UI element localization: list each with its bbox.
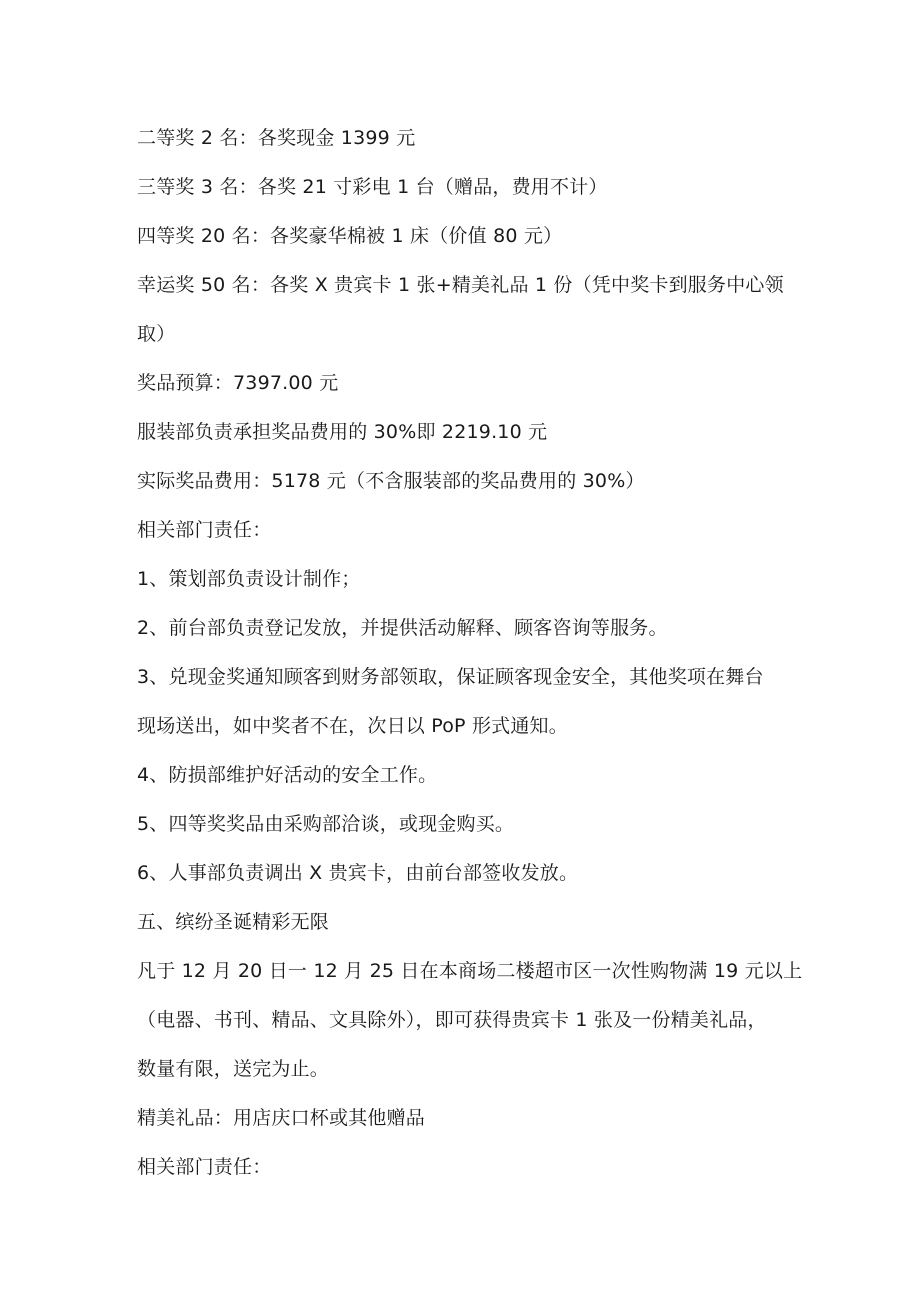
text-line-duty-6: 6、人事部负责调出 X 贵宾卡，由前台部签收发放。	[137, 862, 579, 884]
text-line-promo-end: 数量有限，送完为止。	[137, 1058, 330, 1080]
text-line-fourth-prize: 四等奖 20 名：各奖豪华棉被 1 床（价值 80 元）	[137, 225, 563, 247]
text-line-duty-2: 2、前台部负责登记发放，并提供活动解释、顾客咨询等服务。	[137, 617, 668, 639]
text-line-promo-cont: （电器、书刊、精品、文具除外），即可获得贵宾卡 1 张及一份精美礼品，	[137, 1009, 767, 1031]
text-line-promo: 凡于 12 月 20 日一 12 月 25 日在本商场二楼超市区一次性购物满 19 元以上	[137, 960, 803, 982]
text-line-duty-1: 1、策划部负责设计制作；	[137, 568, 361, 590]
text-line-lucky-prize: 幸运奖 50 名：各奖 X 贵宾卡 1 张+精美礼品 1 份（凭中奖卡到服务中心领	[137, 274, 784, 296]
text-line-duty-3: 3、兑现金奖通知顾客到财务部领取，保证顾客现金安全，其他奖项在舞台	[137, 666, 764, 688]
text-line-prize-budget: 奖品预算：7397.00 元	[137, 372, 339, 394]
text-line-third-prize: 三等奖 3 名：各奖 21 寸彩电 1 台（赠品，费用不计）	[137, 176, 608, 198]
text-line-duty-5: 5、四等奖奖品由采购部洽谈，或现金购买。	[137, 813, 515, 835]
text-line-dept-heading-2: 相关部门责任：	[137, 1156, 272, 1178]
text-line-lucky-prize-cont: 取）	[137, 323, 176, 345]
text-line-second-prize: 二等奖 2 名：各奖现金 1399 元	[137, 127, 416, 149]
text-line-dept-heading: 相关部门责任：	[137, 519, 272, 541]
text-line-duty-3-cont: 现场送出，如中奖者不在，次日以 PoP 形式通知。	[137, 715, 568, 737]
section-heading-christmas: 五、缤纷圣诞精彩无限	[137, 911, 330, 933]
document-body	[137, 114, 803, 1192]
text-line-clothing-share: 服装部负责承担奖品费用的 30%即 2219.10 元	[137, 421, 548, 443]
text-line-gift: 精美礼品：用店庆口杯或其他赠品	[137, 1107, 426, 1129]
text-line-duty-4: 4、防损部维护好活动的安全工作。	[137, 764, 438, 786]
text-line-actual-cost: 实际奖品费用：5178 元（不含服装部的奖品费用的 30%）	[137, 470, 645, 492]
